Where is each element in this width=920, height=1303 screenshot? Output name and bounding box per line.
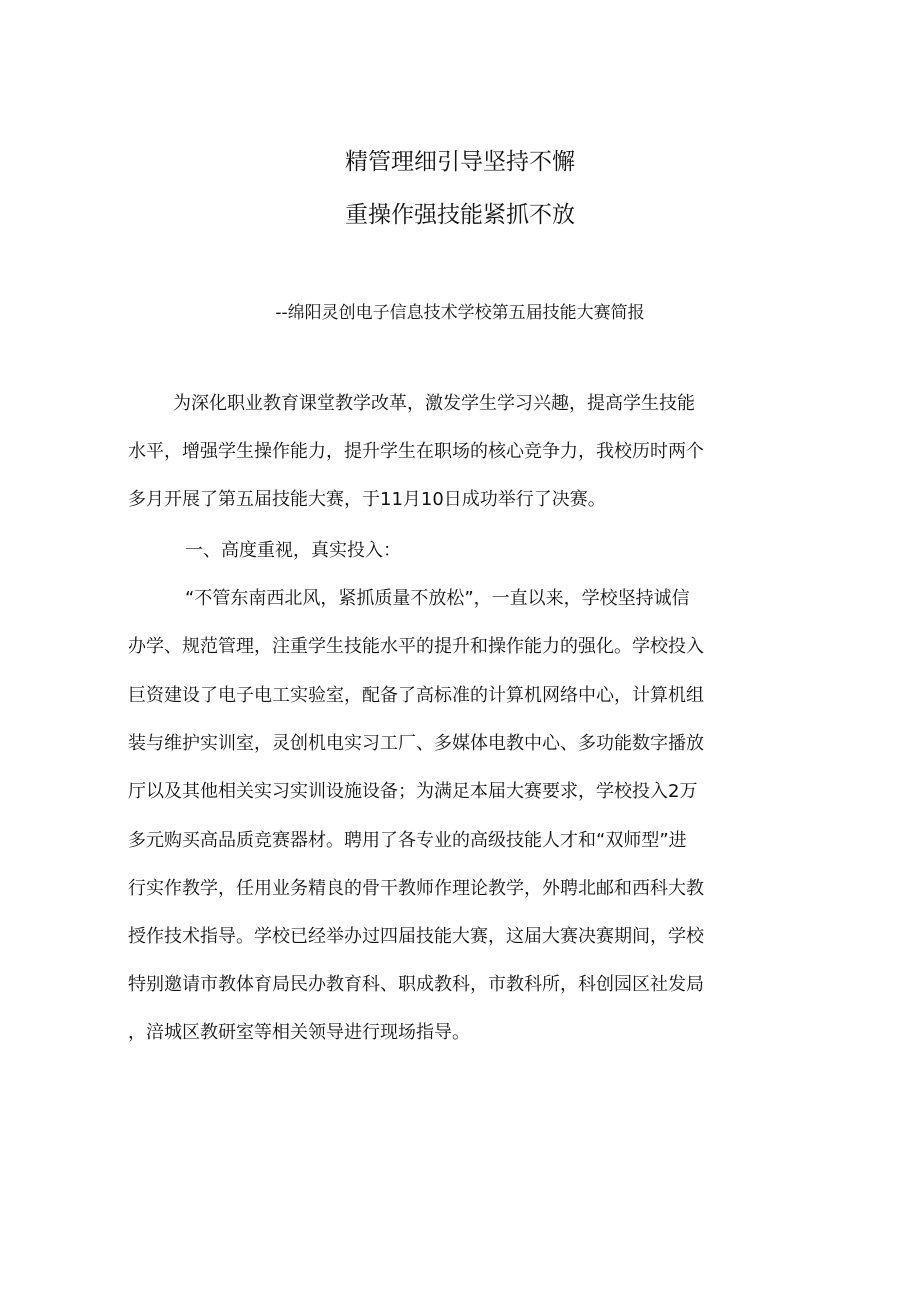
paragraph-2-line: 行实作教学，任用业务精良的骨干教师作理论教学，外聘北邮和西科大教 [128,878,704,899]
paragraph-2-line: “不管东南西北风，紧抓质量不放松”，一直以来，学校坚持诚信 [185,588,690,609]
subtitle: --绵阳灵创电子信息技术学校第五届技能大赛简报 [275,303,645,323]
paragraph-2-line: ，涪城区教研室等相关领导进行现场指导。 [128,1022,470,1043]
paragraph-2-line: 授作技术指导。学校已经举办过四届技能大赛，这届大赛决赛期间，学校 [128,926,704,947]
paragraph-2-line: 巨资建设了电子电工实验室，配备了高标准的计算机网络中心，计算机组 [128,685,704,706]
paragraph-2-line: 特别邀请市教体育局民办教育科、职成教科，市教科所，科创园区社发局 [128,974,704,995]
paragraph-2-line: 多元购买高品质竞赛器材。聘用了各专业的高级技能人才和“双师型”进 [128,830,687,851]
paragraph-1-line: 多月开展了第五届技能大赛，于11月10日成功举行了决赛。 [128,489,606,510]
title-line-2: 重操作强技能紧抓不放 [345,202,575,228]
paragraph-2-line: 装与维护实训室，灵创机电实习工厂、多媒体电教中心、多功能数字播放 [128,733,704,754]
title-line-1: 精管理细引导坚持不懈 [345,149,575,175]
paragraph-1-line: 水平，增强学生操作能力，提升学生在职场的核心竞争力，我校历时两个 [128,441,704,462]
paragraph-2-line: 厅以及其他相关实习实训设施设备；为满足本届大赛要求，学校投入2万 [128,781,698,802]
paragraph-1-line: 为深化职业教育课堂教学改革，激发学生学习兴趣，提高学生技能 [173,393,695,414]
section-1-heading: 一、高度重视，真实投入： [185,540,401,561]
paragraph-2-line: 办学、规范管理，注重学生技能水平的提升和操作能力的强化。学校投入 [128,636,704,657]
